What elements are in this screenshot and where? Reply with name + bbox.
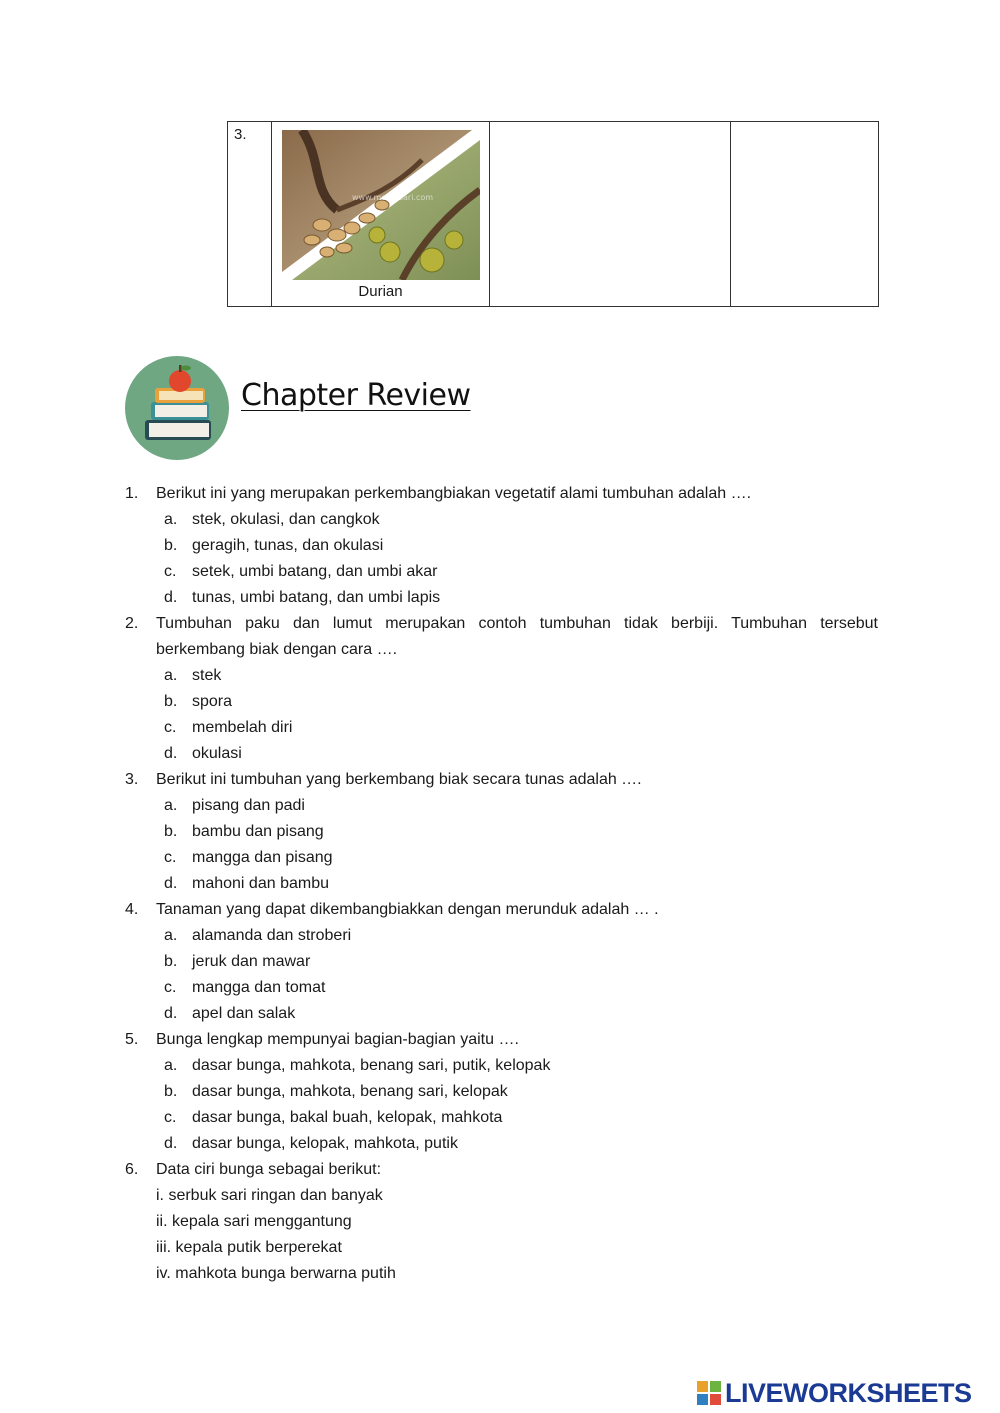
- question-text: Data ciri bunga sebagai berikut:: [156, 1161, 382, 1178]
- option-text: mahoni dan bambu: [192, 875, 329, 892]
- statement: iv. mahkota bunga berwarna putih: [156, 1265, 396, 1282]
- option-letter: c.: [164, 719, 177, 736]
- option-text: mangga dan tomat: [192, 979, 326, 996]
- row-number: 3.: [228, 122, 272, 307]
- option-letter: c.: [164, 979, 177, 996]
- question-6: [0, 1157, 1000, 1183]
- option-text: stek: [192, 667, 222, 684]
- option[interactable]: [0, 1105, 1000, 1131]
- answer-cell[interactable]: [490, 122, 731, 307]
- image-cell: [272, 122, 490, 307]
- statement: ii. kepala sari menggantung: [156, 1213, 352, 1230]
- question-text: Tumbuhan paku dan lumut merupakan contoh tumbuhan tidak berbiji. Tumbuhan tersebut berkembang biak dengan cara ….: [156, 615, 878, 658]
- question-number: 2.: [125, 615, 139, 632]
- liveworksheets-icon: [697, 1381, 721, 1405]
- books-apple-icon: [125, 356, 229, 460]
- photo-watermark: www.mekarsari.com: [351, 193, 433, 202]
- option-letter: b.: [164, 1083, 178, 1100]
- option[interactable]: [0, 533, 1000, 559]
- option-letter: a.: [164, 1057, 178, 1074]
- option[interactable]: [0, 507, 1000, 533]
- question-text: Berikut ini yang merupakan perkembangbiakan vegetatif alami tumbuhan adalah ….: [156, 485, 752, 502]
- option-text: spora: [192, 693, 233, 710]
- statement: iii. kepala putik berperekat: [156, 1239, 342, 1256]
- option-letter: b.: [164, 693, 178, 710]
- option-letter: c.: [164, 849, 177, 866]
- option-text: mangga dan pisang: [192, 849, 333, 866]
- question-text: Berikut ini tumbuhan yang berkembang biak secara tunas adalah ….: [156, 771, 642, 788]
- question-1: [0, 481, 1000, 507]
- question-number: 4.: [125, 901, 139, 918]
- option[interactable]: [0, 741, 1000, 767]
- option-letter: d.: [164, 589, 178, 606]
- option[interactable]: [0, 663, 1000, 689]
- option[interactable]: [0, 559, 1000, 585]
- chapter-title: Chapter Review: [241, 378, 471, 413]
- option[interactable]: [0, 1131, 1000, 1157]
- question-number: 1.: [125, 485, 139, 502]
- option-text: dasar bunga, mahkota, benang sari, putik, kelopak: [192, 1057, 551, 1074]
- question-3: [0, 767, 1000, 793]
- option[interactable]: [0, 845, 1000, 871]
- option-text: jeruk dan mawar: [192, 953, 311, 970]
- brand-text: LIVEWORKSHEETS: [725, 1377, 972, 1408]
- option-text: dasar bunga, bakal buah, kelopak, mahkota: [192, 1109, 503, 1126]
- option-text: tunas, umbi batang, dan umbi lapis: [192, 589, 441, 606]
- question-2: [0, 611, 1000, 663]
- option[interactable]: [0, 819, 1000, 845]
- option-letter: d.: [164, 1135, 178, 1152]
- option[interactable]: [0, 715, 1000, 741]
- option-letter: c.: [164, 563, 177, 580]
- option-text: bambu dan pisang: [192, 823, 324, 840]
- option-text: setek, umbi batang, dan umbi akar: [192, 563, 438, 580]
- option-letter: a.: [164, 667, 178, 684]
- option[interactable]: [0, 689, 1000, 715]
- option[interactable]: [0, 585, 1000, 611]
- option-text: membelah diri: [192, 719, 293, 736]
- option-letter: a.: [164, 927, 178, 944]
- liveworksheets-logo: [697, 1376, 972, 1410]
- option[interactable]: [0, 1079, 1000, 1105]
- question-5: [0, 1027, 1000, 1053]
- option-letter: d.: [164, 745, 178, 762]
- option[interactable]: [0, 1053, 1000, 1079]
- image-caption: Durian: [358, 283, 403, 300]
- option-letter: b.: [164, 537, 178, 554]
- durian-photo: [282, 130, 480, 280]
- option[interactable]: [0, 923, 1000, 949]
- option-letter: b.: [164, 823, 178, 840]
- option-text: dasar bunga, kelopak, mahkota, putik: [192, 1135, 458, 1152]
- option-text: dasar bunga, mahkota, benang sari, kelopak: [192, 1083, 508, 1100]
- question-number: 5.: [125, 1031, 139, 1048]
- option-letter: d.: [164, 1005, 178, 1022]
- worksheet-table: [227, 121, 879, 307]
- option-letter: a.: [164, 797, 178, 814]
- option-text: alamanda dan stroberi: [192, 927, 352, 944]
- question-number: 6.: [125, 1161, 139, 1178]
- question-4: [0, 897, 1000, 923]
- option-letter: a.: [164, 511, 178, 528]
- option-text: apel dan salak: [192, 1005, 296, 1022]
- question-text: Tanaman yang dapat dikembangbiakkan dengan merunduk adalah … .: [156, 901, 659, 918]
- question-text: Bunga lengkap mempunyai bagian-bagian yaitu ….: [156, 1031, 519, 1048]
- option-text: pisang dan padi: [192, 797, 305, 814]
- option[interactable]: [0, 793, 1000, 819]
- option[interactable]: [0, 949, 1000, 975]
- option-text: geragih, tunas, dan okulasi: [192, 537, 384, 554]
- question-list: [0, 481, 1000, 1287]
- option-text: stek, okulasi, dan cangkok: [192, 511, 380, 528]
- option-letter: d.: [164, 875, 178, 892]
- option-letter: c.: [164, 1109, 177, 1126]
- answer-cell[interactable]: [731, 122, 879, 307]
- question-number: 3.: [125, 771, 139, 788]
- option[interactable]: [0, 871, 1000, 897]
- option-text: okulasi: [192, 745, 242, 762]
- table-row: [228, 122, 879, 307]
- statement: i. serbuk sari ringan dan banyak: [156, 1187, 383, 1204]
- option[interactable]: [0, 1001, 1000, 1027]
- option[interactable]: [0, 975, 1000, 1001]
- option-letter: b.: [164, 953, 178, 970]
